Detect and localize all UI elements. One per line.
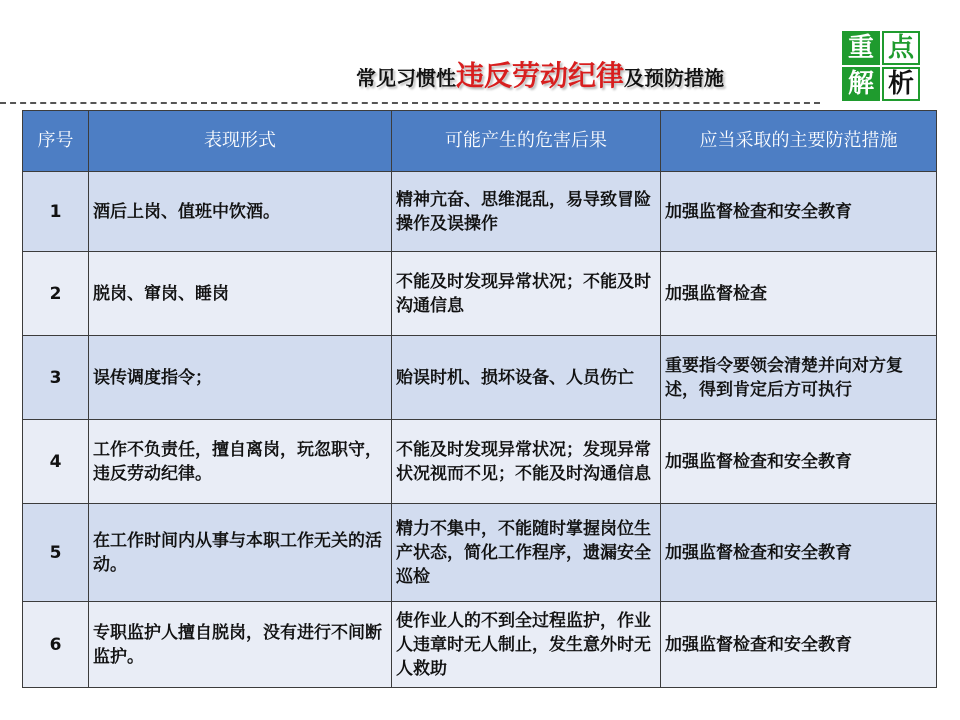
table-row <box>23 602 937 688</box>
cell-harm: 不能及时发现异常状况；发现异常状况视而不见；不能及时沟通信息 <box>392 420 661 504</box>
cell-measure: 重要指令要领会清楚并向对方复述，得到肯定后方可执行 <box>661 336 937 420</box>
cell-harm: 贻误时机、损坏设备、人员伤亡 <box>392 336 661 420</box>
cell-no: 4 <box>23 420 89 504</box>
cell-no: 5 <box>23 504 89 602</box>
table-row <box>23 420 937 504</box>
key-analysis-badge <box>842 31 922 103</box>
title-suffix: 及预防措施 <box>624 66 725 90</box>
header-divider <box>0 102 820 104</box>
col-header-no: 序号 <box>23 111 89 172</box>
cell-no: 3 <box>23 336 89 420</box>
table-row <box>23 504 937 602</box>
badge-char-4: 析 <box>882 67 920 101</box>
badge-char-3: 解 <box>842 67 880 101</box>
cell-no: 2 <box>23 252 89 336</box>
cell-harm: 精力不集中，不能随时掌握岗位生产状态，简化工作程序，遗漏安全巡检 <box>392 504 661 602</box>
cell-measure: 加强监督检查 <box>661 252 937 336</box>
table-row <box>23 252 937 336</box>
cell-measure: 加强监督检查和安全教育 <box>661 172 937 252</box>
table-header-row <box>23 111 937 172</box>
cell-harm: 不能及时发现异常状况；不能及时沟通信息 <box>392 252 661 336</box>
cell-no: 6 <box>23 602 89 688</box>
discipline-table <box>22 110 937 688</box>
cell-measure: 加强监督检查和安全教育 <box>661 602 937 688</box>
badge-char-2: 点 <box>882 31 920 65</box>
cell-no: 1 <box>23 172 89 252</box>
cell-harm: 精神亢奋、思维混乱，易导致冒险操作及误操作 <box>392 172 661 252</box>
cell-measure: 加强监督检查和安全教育 <box>661 420 937 504</box>
title-highlight: 违反劳动纪律 <box>456 59 625 92</box>
badge-char-1: 重 <box>842 31 880 65</box>
table-row <box>23 336 937 420</box>
cell-form: 专职监护人擅自脱岗，没有进行不间断监护。 <box>89 602 392 688</box>
cell-harm: 使作业人的不到全过程监护，作业人违章时无人制止，发生意外时无人救助 <box>392 602 661 688</box>
cell-form: 误传调度指令； <box>89 336 392 420</box>
cell-form: 工作不负责任，擅自离岗，玩忽职守，违反劳动纪律。 <box>89 420 392 504</box>
cell-measure: 加强监督检查和安全教育 <box>661 504 937 602</box>
cell-form: 在工作时间内从事与本职工作无关的活动。 <box>89 504 392 602</box>
col-header-form: 表现形式 <box>89 111 392 172</box>
cell-form: 脱岗、窜岗、睡岗 <box>89 252 392 336</box>
col-header-harm: 可能产生的危害后果 <box>392 111 661 172</box>
col-header-measure: 应当采取的主要防范措施 <box>661 111 937 172</box>
cell-form: 酒后上岗、值班中饮酒。 <box>89 172 392 252</box>
title-prefix: 常见习惯性 <box>356 66 456 90</box>
page-title <box>356 59 725 92</box>
table-row <box>23 172 937 252</box>
